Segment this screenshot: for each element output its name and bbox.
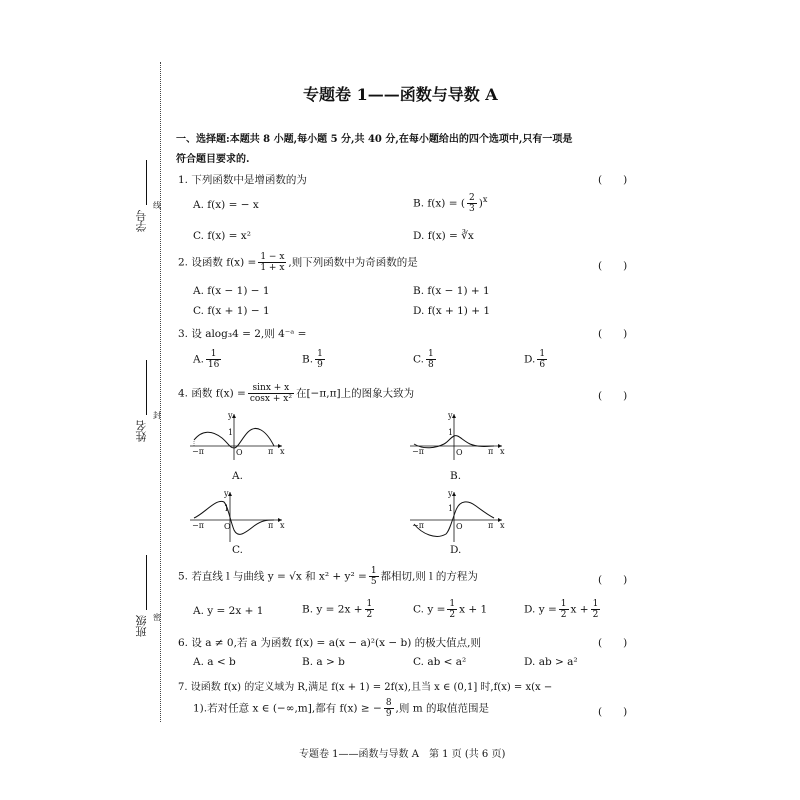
q6-option-c: C. ab < a² — [413, 656, 467, 668]
q2-stem: 2. 设函数 f(x) = $\frac{1 - x}{1 + x}$ ,则下列函数中为奇函数的是 — [178, 252, 418, 273]
q3-option-b: B. $\frac{1}{9}$ — [302, 349, 323, 370]
q7-line2: 1).若对任意 x ∈ (−∞,m],都有 f(x) ≥ − $\frac{8}{9}$ ,则 m 的取值范围是 — [193, 698, 490, 719]
q3-option-d: D. $\frac{1}{6}$ — [524, 349, 546, 370]
student-id-blank — [146, 160, 147, 205]
q4-graph-c: y 1 −π O π x C. — [192, 489, 285, 556]
student-id-label: 学号 — [135, 210, 148, 232]
q4-graph-c-label: C. — [232, 544, 243, 556]
q4-graph-b: y 1 −π O π x B. — [412, 411, 505, 482]
q3-option-a: A. $\frac{1}{16}$ — [193, 349, 220, 370]
q6-option-a: A. a < b — [193, 656, 236, 668]
q5-stem: 5. 若直线 l 与曲线 y = √x 和 x² + y² = $\frac{1}{5}$ 都相切,则 l 的方程为 — [178, 566, 478, 587]
q6-option-b: B. a > b — [302, 656, 345, 668]
q4-graph-a-label: A. — [232, 470, 243, 482]
page-footer: 专题卷 1——函数与导数 A 第 1 页 (共 6 页) — [299, 749, 506, 760]
q4-graph-a: y 1 −π O π x A. — [192, 411, 285, 482]
q4-graph-d-label: D. — [450, 544, 462, 556]
q5-option-d: D. y = $\frac{1}{2}$ x + $\frac{1}{2}$ — [524, 599, 599, 620]
q2-answer-paren: ( ) — [598, 260, 628, 272]
class-label: 班级 — [135, 615, 148, 637]
seal-char: 封 — [153, 411, 161, 420]
q2-option-d: D. f(x + 1) + 1 — [413, 305, 491, 317]
q1-option-b: B. f(x) = ( $\frac{2}{3}$ )$^x$ — [413, 193, 488, 214]
q5-option-c: C. y = $\frac{1}{2}$ x + 1 — [413, 599, 488, 620]
q2-option-c: C. f(x + 1) − 1 — [193, 305, 270, 317]
q7-answer-paren: ( ) — [598, 706, 628, 718]
q5-option-a: A. y = 2x + 1 — [193, 605, 264, 617]
section-header-line1: 一、选择题:本题共 8 小题,每小题 5 分,共 40 分,在每小题给出的四个选项中,只有一项是 — [176, 134, 573, 145]
name-blank — [146, 360, 147, 415]
q6-option-d: D. ab > a² — [524, 656, 578, 668]
q6-answer-paren: ( ) — [598, 637, 628, 649]
class-blank — [146, 555, 147, 610]
q7-line1: 7. 设函数 f(x) 的定义域为 R,满足 f(x + 1) = 2f(x),且当 x ∈ (0,1] 时,f(x) = x(x − — [178, 682, 553, 693]
mi-char: 密 — [153, 613, 161, 622]
q3-stem: 3. 设 alog₃4 = 2,则 4⁻ᵃ = — [178, 328, 307, 340]
q3-answer-paren: ( ) — [598, 328, 628, 340]
q1-option-c: C. f(x) = x² — [193, 230, 251, 242]
line-char: 线 — [153, 201, 161, 210]
q2-option-b: B. f(x − 1) + 1 — [413, 285, 490, 297]
q1-option-d: D. f(x) = ∛x — [413, 230, 474, 242]
q2-option-a: A. f(x − 1) − 1 — [193, 285, 270, 297]
q5-option-b: B. y = 2x + $\frac{1}{2}$ — [302, 599, 373, 620]
q4-graph-d: y 1 −π O π x D. — [412, 489, 505, 556]
binding-dotted-line — [160, 62, 161, 722]
q1-option-a: A. f(x) = − x — [193, 199, 259, 211]
page-title: 专题卷 1——函数与导数 A — [303, 85, 498, 104]
section-header-line2: 符合题目要求的. — [176, 154, 250, 165]
q4-answer-paren: ( ) — [598, 390, 628, 402]
q1-stem: 1. 下列函数中是增函数的为 — [178, 174, 307, 186]
q3-option-c: C. $\frac{1}{8}$ — [413, 349, 434, 370]
q5-answer-paren: ( ) — [598, 574, 628, 586]
q6-stem: 6. 设 a ≠ 0,若 a 为函数 f(x) = a(x − a)²(x − b) 的极大值点,则 — [178, 637, 481, 649]
name-label: 姓名 — [135, 420, 148, 442]
q1-answer-paren: ( ) — [598, 174, 628, 186]
q4-graph-b-label: B. — [450, 470, 462, 482]
q4-stem: 4. 函数 f(x) = $\frac{\sin x + x}{\text{cosx + x²}}$ 在[−π,π]上的图象大致为 — [178, 383, 415, 404]
